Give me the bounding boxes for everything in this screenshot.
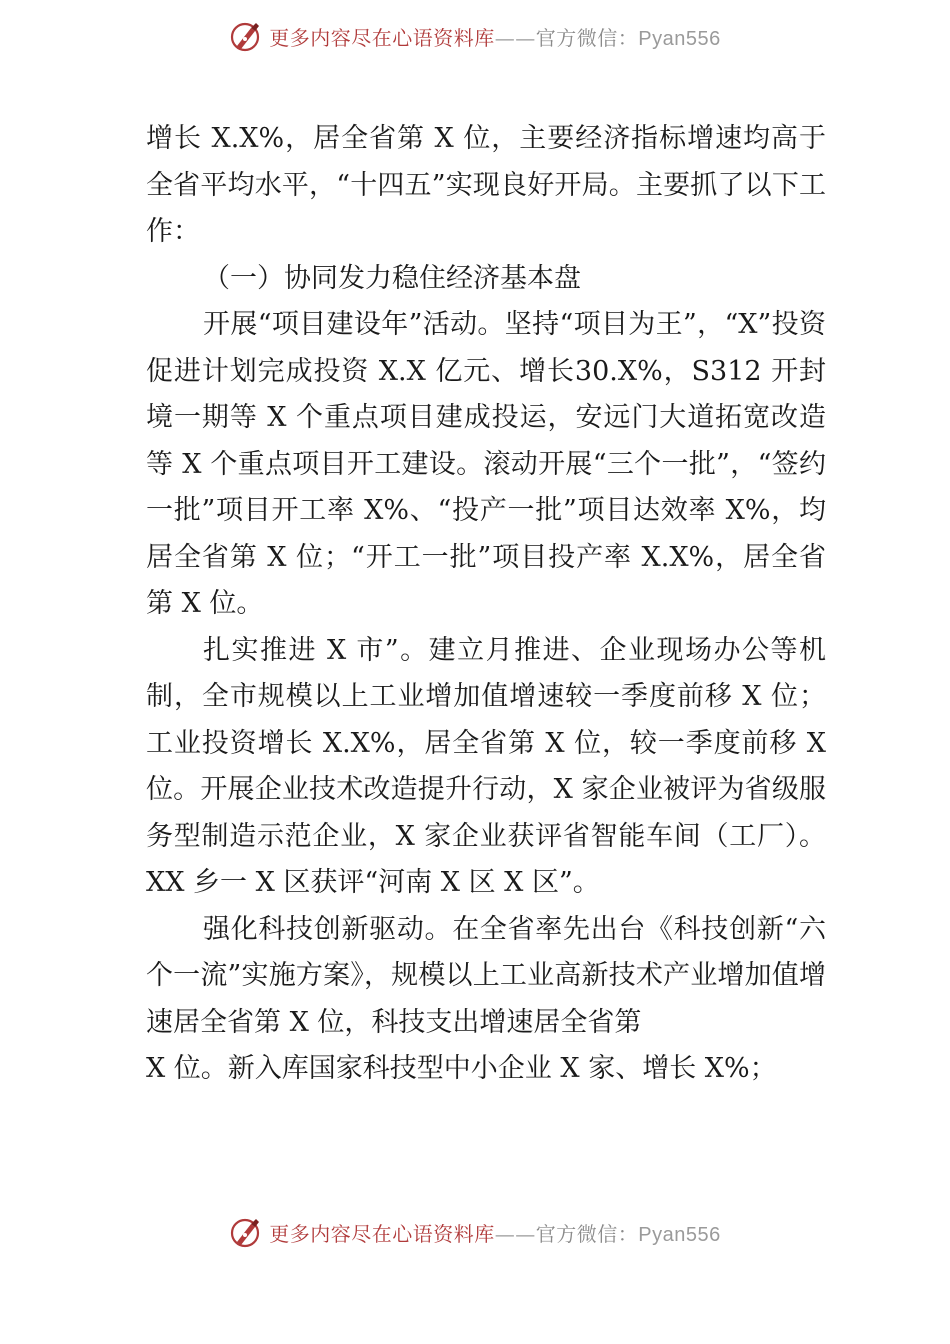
paragraph-industry-push: 扎实推进 X 市”。建立月推进、企业现场办公等机制，全市规模以上工业增加值增速较一季度前移 X 位；工业投资增长 X.X%，居全省第 X 位，较一季度前移 X 位。开展企业技术改造提升行动，X 家企业被评为省级服务型制造示范企业，X 家企业获评省智能车间（工厂）。XX 乡一 X 区获评“河南 X 区 X 区”。 [146,634,826,898]
watermark-text [269,22,720,51]
watermark-site-text: 更多内容尽在心语资料库 [269,1221,495,1246]
watermark-text [269,1218,720,1247]
watermark-wechat-handle: Pyan556 [638,1223,721,1246]
document-body [146,116,826,1093]
paragraph-project-construction: 开展“项目建设年”活动。坚持“项目为王”，“X”投资促进计划完成投资 X.X 亿元、增长30.X%，S312 开封境一期等 X 个重点项目建成投运，安远门大道拓宽改造等 X 个重点项目开工建设。滚动开展“三个一批”，“签约一批”项目开工率 X%、“投产一批”项目达效率 X%，均居全省第 X 位；“开工一批”项目投产率 X.X%，居全省第 X 位。 [146,309,826,619]
footer-watermark [0,1212,950,1252]
watermark-wechat-label: 官方微信： [535,1221,639,1246]
watermark-wechat-label: 官方微信： [535,25,639,50]
watermark-site-text: 更多内容尽在心语资料库 [269,25,495,50]
fountain-pen-logo-icon [229,19,263,53]
watermark-separator: —— [494,25,536,50]
paragraph-tech-continuation: X 位。新入库国家科技型中小企业 X 家、增长 X%； [146,1053,777,1084]
fountain-pen-logo-icon [229,1215,263,1249]
header-watermark [0,16,950,56]
watermark-separator: —— [494,1221,536,1246]
section-heading: （一）协同发力稳住经济基本盘 [203,262,581,294]
watermark-wechat-handle: Pyan556 [638,27,721,50]
paragraph-continuation: 增长 X.X%，居全省第 X 位，主要经济指标增速均高于全省平均水平，“十四五”实现良好开局。主要抓了以下工作： [146,123,826,247]
paragraph-tech-innovation: 强化科技创新驱动。在全省率先出台《科技创新“六个一流”实施方案》，规模以上工业高新技术产业增加值增速居全省第 X 位，科技支出增速居全省第 [146,913,826,1038]
